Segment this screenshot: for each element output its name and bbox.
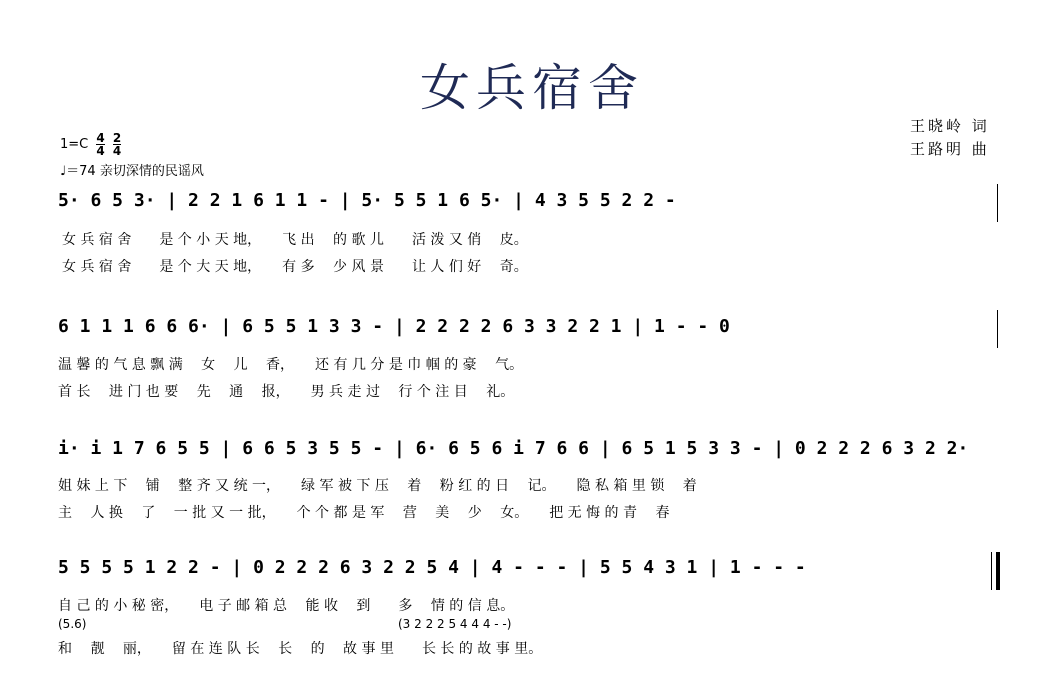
lyricist: 王晓岭 词 [910, 117, 990, 135]
page-title: 女兵宿舍 [420, 59, 644, 117]
lyrics-row-2-verse-1: 温 馨 的 气 息 飘 满 女 儿 香， 还 有 几 分 是 巾 帼 的 豪 气。 [58, 357, 524, 373]
final-barline [996, 552, 1000, 590]
notes-row-4: 5 5 5 5 1 2 2 - | 0 2 2 2 6 3 2 2 5 4 | 4 - - - | 5 5 4 3 1 | 1 - - - [58, 557, 806, 578]
notes-row-2: 6 1 1 1 6 6 6· | 6 5 5 1 3 3 - | 2 2 2 2 6 3 3 2 2 1 | 1 - - 0 [58, 316, 730, 337]
lyrics-row-4-verse-2: 和 靓 丽， 留 在 连 队 长 长 的 故 事 里 长 长 的 故 事 里。 [58, 641, 543, 657]
composer: 王路明 曲 [910, 140, 990, 158]
tempo-marking: ♩＝74 亲切深情的民谣风 [60, 164, 204, 179]
barline-row-1-end [997, 184, 998, 222]
alt-notes: (3 2 2 2 5 4 4 4 - -) [398, 617, 512, 631]
time-signature-2: $\frac{2}{4}$ [112, 131, 122, 158]
lyrics-row-1-verse-1: 女 兵 宿 舍 是 个 小 天 地， 飞 出 的 歌 儿 活 泼 又 俏 皮。 [62, 232, 528, 248]
lyrics-row-4-verse-1: 自 己 的 小 秘 密， 电 子 邮 箱 总 能 收 到 多 情 的 信 息。 [58, 598, 515, 614]
lyrics-row-2-verse-2: 首 长 进 门 也 要 先 通 报， 男 兵 走 过 行 个 注 目 礼。 [58, 384, 515, 400]
quarter-note-icon: ♩ [60, 164, 67, 179]
alt-prefix: (5.6) [58, 617, 87, 631]
final-barline-thin [991, 552, 992, 590]
notes-row-1: 5· 6 5 3· | 2 2 1 6 1 1 - | 5· 5 5 1 6 5· | 4 3 5 5 2 2 - [58, 190, 676, 211]
lyrics-row-3-verse-2: 主 人 换 了 一 批 又 一 批， 个 个 都 是 军 营 美 少 女。 把 无 悔 的 青 春 [58, 505, 670, 521]
barline-row-2-end [997, 310, 998, 348]
lyrics-row-1-verse-2: 女 兵 宿 舍 是 个 大 天 地， 有 多 少 风 景 让 人 们 好 奇。 [62, 259, 528, 275]
key-signature [60, 132, 121, 157]
notes-row-3: i· i 1 7 6 5 5 | 6 6 5 3 5 5 - | 6· 6 5 6 i 7 6 6 | 6 5 1 5 3 3 - | 0 2 2 2 6 3 2 2· [58, 438, 969, 459]
time-signature-1: $\frac{4}{4}$ [96, 131, 105, 158]
lyrics-row-3-verse-1: 姐 妹 上 下 铺 整 齐 又 统 一， 绿 军 被 下 压 着 粉 红 的 日 记。 隐 私 箱 里 锁 着 [58, 478, 697, 494]
key-label: 1=C [60, 137, 89, 152]
